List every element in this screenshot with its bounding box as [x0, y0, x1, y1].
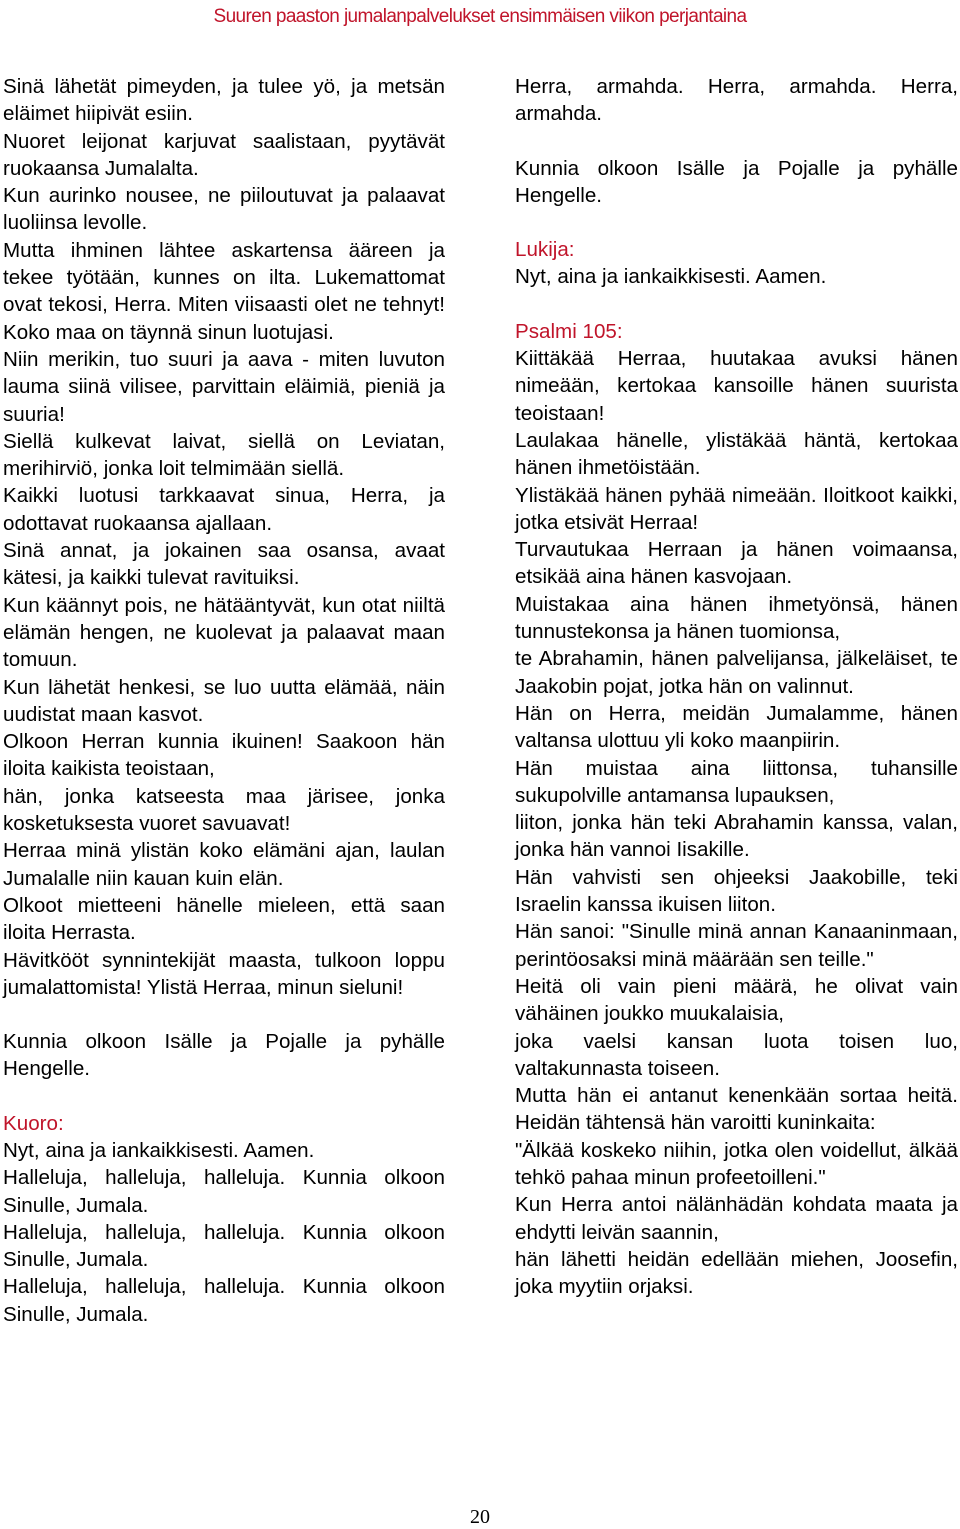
paragraph: Hän sanoi: "Sinulle minä annan Kanaaninmaan, perintöosaksi minä määrään sen teille." — [515, 920, 958, 971]
paragraph: Halleluja, halleluja, halleluja. Kunnia olkoon Sinulle, Jumala. — [3, 1220, 445, 1272]
paragraph: Hän vahvisti sen ohjeeksi Jaakobille, teki Israelin kanssa ikuisen liiton. — [515, 865, 958, 917]
paragraph: Laulakaa hänelle, ylistäkää häntä, kertokaa hänen ihmetöistään. — [515, 428, 958, 480]
paragraph: Mutta hän ei antanut kenenkään sortaa heitä. Heidän tähtensä hän varoitti kuninkaita: — [515, 1084, 958, 1135]
paragraph: Kunnia olkoon Isälle ja Pojalle ja pyhälle Hengelle. — [515, 156, 958, 207]
paragraph: Turvautukaa Herraan ja hänen voimaansa, etsikää aina hänen kasvojaan. — [515, 538, 958, 589]
paragraph: Olkoon Herran kunnia ikuinen! Saakoon hän iloita kaikista teoistaan, — [3, 730, 445, 781]
paragraph: Hän muistaa aina liittonsa, tuhansille sukupolville antamansa lupauksen, — [515, 756, 958, 807]
paragraph: Kun lähetät henkesi, se luo uutta elämää, näin uudistat maan kasvot. — [3, 675, 445, 726]
paragraph: Nuoret leijonat karjuvat saalistaan, pyytävät ruokaansa Jumalalta. — [3, 129, 445, 180]
paragraph: Hän on Herra, meidän Jumalamme, hänen valtansa ulottuu yli koko maanpiirin. — [515, 701, 958, 753]
right-column — [515, 73, 958, 1300]
paragraph: Nyt, aina ja iankaikkisesti. Aamen. — [515, 265, 827, 289]
paragraph: Heitä oli vain pieni määrä, he olivat vain vähäinen joukko muukalaisia, — [515, 974, 958, 1026]
paragraph: Hävitkööt synnintekijät maasta, tulkoon loppu jumalattomista! Ylistä Herraa, minun sieluni! — [3, 948, 445, 999]
section-label: Psalmi 105: — [515, 319, 623, 343]
paragraph: hän lähetti heidän edellään miehen, Joosefin, joka myytiin orjaksi. — [515, 1247, 958, 1299]
paragraph: hän, jonka katseesta maa järisee, jonka kosketuksesta vuoret savuavat! — [3, 784, 445, 836]
paragraph: Nyt, aina ja iankaikkisesti. Aamen. — [3, 1138, 315, 1162]
paragraph: Kun käännyt pois, ne hätääntyvät, kun otat niiltä elämän hengen, ne kuolevat ja palaavat maan tomuun. — [3, 593, 445, 672]
paragraph: Sinä lähetät pimeyden, ja tulee yö, ja metsän eläimet hiipivät esiin. — [3, 75, 445, 126]
paragraph: liiton, jonka hän teki Abrahamin kanssa, valan, jonka hän vannoi Iisakille. — [515, 811, 958, 862]
paragraph: Kiittäkää Herraa, huutakaa avuksi hänen nimeään, kertokaa kansoille hänen suurista teoistaan! — [515, 347, 958, 425]
page-number: 20 — [470, 1506, 490, 1528]
paragraph: Herra, armahda. Herra, armahda. Herra, armahda. — [515, 75, 958, 126]
paragraph: Siellä kulkevat laivat, siellä on Leviatan, merihirviö, jonka loit telmimään siellä. — [3, 429, 445, 481]
page-header-title: Suuren paaston jumalanpalvelukset ensimmäisen viikon perjantaina — [213, 6, 747, 27]
paragraph: Sinä annat, ja jokainen saa osansa, avaat kätesi, ja kaikki tulevat ravituiksi. — [3, 539, 445, 590]
paragraph: Halleluja, halleluja, halleluja. Kunnia olkoon Sinulle, Jumala. — [3, 1166, 445, 1217]
paragraph: Halleluja, halleluja, halleluja. Kunnia olkoon Sinulle, Jumala. — [3, 1275, 445, 1326]
paragraph: Ylistäkää hänen pyhää nimeään. Iloitkoot kaikki, jotka etsivät Herraa! — [515, 483, 958, 534]
paragraph: "Älkää koskeko niihin, jotka olen voidellut, älkää tehkö pahaa minun profeetoilleni." — [515, 1138, 958, 1189]
paragraph: Mutta ihminen lähtee askartensa ääreen ja tekee työtään, kunnes on ilta. Lukemattomat ovat tekosi, Herra. Miten viisaasti olet ne tehnyt! Koko maa on täynnä sinun luotujasi. — [3, 238, 445, 344]
paragraph: joka vaelsi kansan luota toisen luo, valtakunnasta toiseen. — [515, 1029, 958, 1080]
paragraph: te Abrahamin, hänen palvelijansa, jälkeläiset, te Jaakobin pojat, jotka hän on valinnut. — [515, 647, 958, 698]
paragraph: Herraa minä ylistän koko elämäni ajan, laulan Jumalalle niin kauan kuin elän. — [3, 839, 445, 890]
section-label: Kuoro: — [3, 1111, 64, 1135]
paragraph: Kun Herra antoi nälänhädän kohdata maata ja ehdytti leivän saannin, — [515, 1193, 958, 1244]
paragraph: Kunnia olkoon Isälle ja Pojalle ja pyhälle Hengelle. — [3, 1030, 445, 1081]
paragraph: Muistakaa aina hänen ihmetyönsä, hänen tunnustekonsa ja hänen tuomionsa, — [515, 592, 958, 644]
paragraph: Olkoot mietteeni hänelle mieleen, että saan iloita Herrasta. — [3, 893, 445, 945]
section-label: Lukija: — [515, 238, 575, 262]
paragraph: Kun aurinko nousee, ne piiloutuvat ja palaavat luoliinsa levolle. — [3, 184, 445, 235]
paragraph: Kaikki luotusi tarkkaavat sinua, Herra, ja odottavat ruokaansa ajallaan. — [3, 484, 445, 535]
left-column — [3, 73, 445, 1328]
paragraph: Niin merikin, tuo suuri ja aava - miten luvuton lauma siinä vilisee, parvittain eläimiä, pieniä ja suuria! — [3, 347, 445, 426]
